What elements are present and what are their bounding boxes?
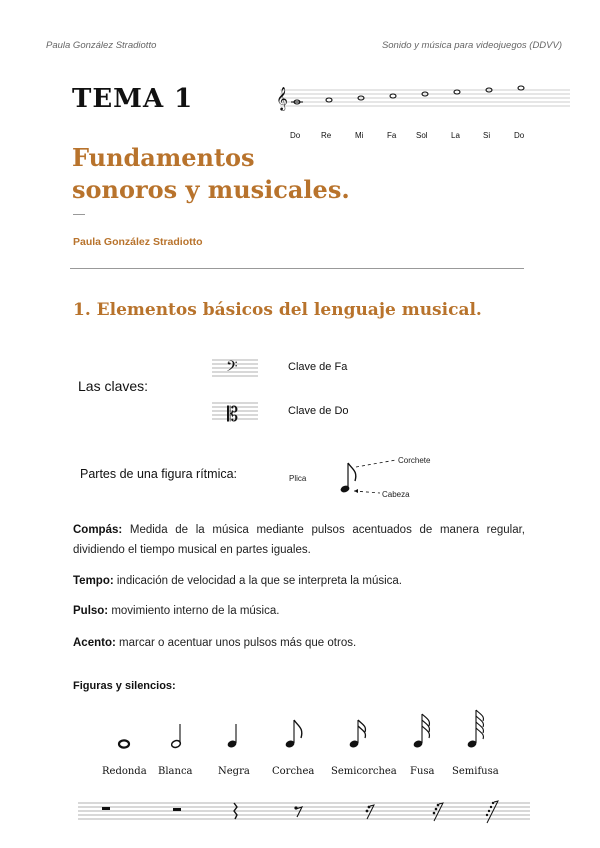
thirty-second-note-icon [413,714,430,749]
partes-label: Partes de una figura rítmica: [80,467,238,481]
header-author: Paula González Stradiotto [46,40,157,51]
definition-text: marcar o acentuar unos pulsos más que otros. [115,637,357,649]
svg-text:𝄢: 𝄢 [226,358,238,379]
tema-heading: TEMA 1 [72,84,194,114]
scale-note-label: Sol [416,131,428,140]
clave-do-label: Clave de Do [288,405,349,417]
note-figures [100,706,520,762]
eighth-note-icon [285,720,302,749]
figure-name: Semicorchea [331,766,397,777]
bass-clef-icon [210,357,260,379]
quarter-note-icon [227,724,238,749]
half-note-icon [171,724,182,749]
half-rest-icon [173,808,181,811]
title-rule [70,268,524,269]
scale-note-label: Si [483,131,491,140]
treble-clef-icon: 𝄞 [276,86,288,110]
claves-label: Las claves: [78,378,149,394]
figure-name: Blanca [158,766,193,777]
rests-staff [78,798,530,828]
scale-note-label: Do [514,131,525,140]
page-title [72,142,350,206]
scale-note-label: Do [290,131,301,140]
definition-compas [73,520,525,560]
definition-text: movimiento interno de la música. [108,605,280,617]
cabeza-label: Cabeza [382,490,410,499]
definition-pulso [73,601,525,621]
plica-label: Plica [289,474,307,483]
header-course: Sonido y música para videojuegos (DDVV) [381,40,562,51]
definition-term: Pulso: [73,605,109,617]
title-author: Paula González Stradiotto [73,236,203,248]
figures-title: Figuras y silencios: [73,680,176,692]
title-line-1: Fundamentos [72,143,255,172]
scale-note-label: Mi [355,131,364,140]
title-dash [73,214,85,215]
scale-note-label: Re [321,131,332,140]
definition-text: Medida de la música mediante pulsos acentuados de manera regular, dividiendo el tiempo musical en partes iguales. [73,524,525,556]
definition-term: Acento: [73,637,116,649]
title-line-2: sonoros y musicales. [72,175,350,204]
corchete-label: Corchete [398,456,431,465]
sixty-fourth-note-icon [467,710,484,749]
whole-note-icon [119,740,129,747]
eighth-rest-icon [294,806,302,817]
svg-text:𝄡: 𝄡 [227,402,239,424]
clave-fa-label: Clave de Fa [288,361,348,373]
definition-term: Tempo: [73,575,114,587]
scale-note-label: La [451,131,460,140]
section-heading: 1. Elementos básicos del lenguaje musical. [73,300,482,320]
thirty-second-rest-icon [433,803,443,821]
definition-tempo [73,571,525,591]
sixteenth-note-icon [349,720,366,749]
scale-staff [272,80,572,120]
figure-name: Corchea [272,766,315,777]
sixty-fourth-rest-icon [486,801,498,823]
scale-note-label: Fa [387,131,397,140]
definition-acento [73,633,525,653]
figure-name: Fusa [410,766,435,777]
figure-name: Negra [218,766,250,777]
figure-name: Redonda [102,766,147,777]
whole-rest-icon [102,807,110,810]
definition-term: Compás: [73,524,123,536]
alto-clef-icon [210,400,260,424]
eighth-note-diagram [330,455,400,500]
definition-text: indicación de velocidad a la que se interpreta la música. [113,575,402,587]
figure-name: Semifusa [452,766,499,777]
